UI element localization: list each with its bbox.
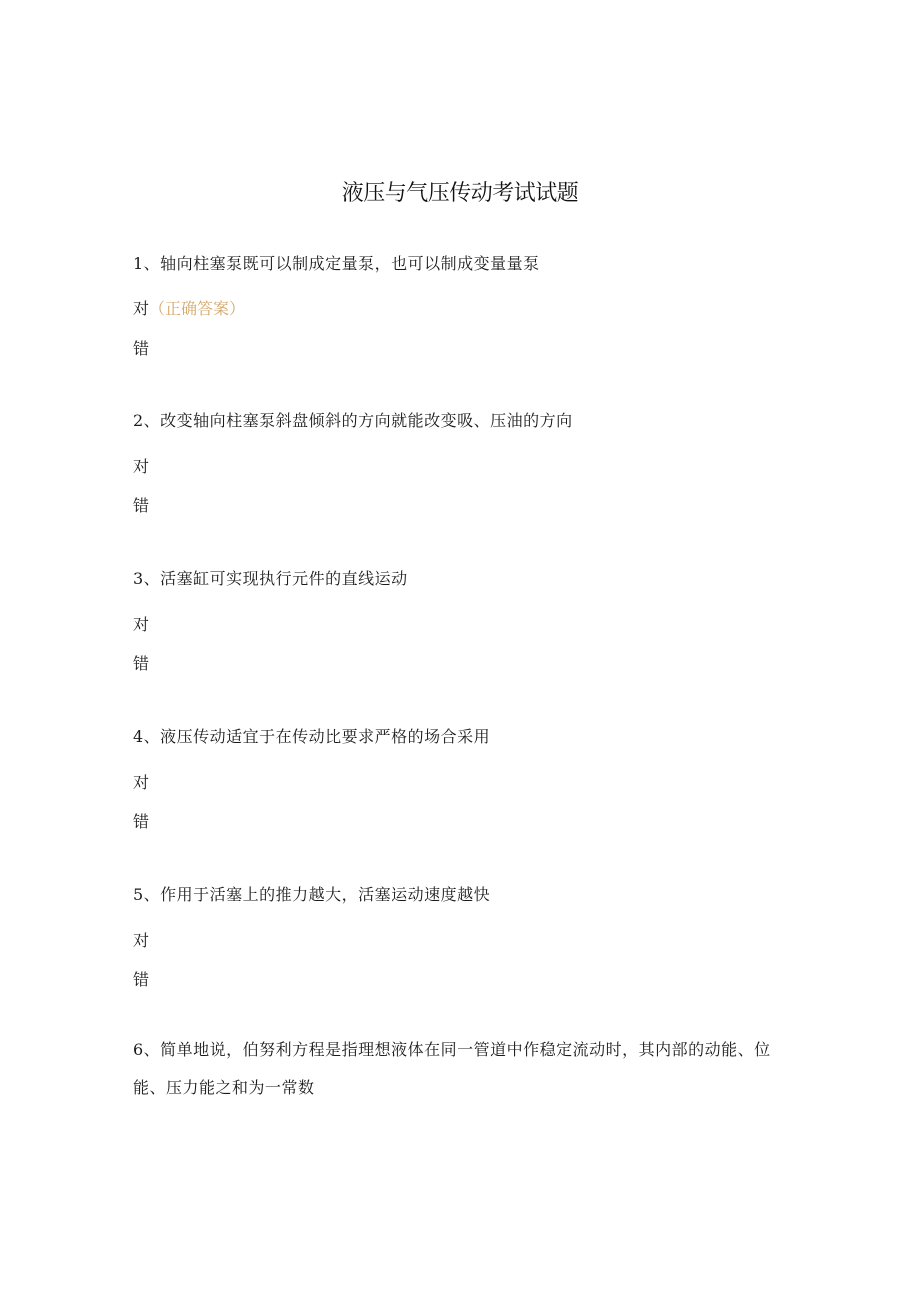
question-text: 3、活塞缸可实现执行元件的直线运动 [133,569,408,588]
option-true[interactable] [133,931,149,951]
option-false[interactable] [133,970,149,990]
option-false[interactable] [133,812,149,832]
option-label: 对 [133,299,150,318]
question-text: 6、简单地说，伯努利方程是指理想液体在同一管道中作稳定流动时，其内部的动能、位能、压力能之和为一常数 [133,1040,771,1097]
option-label: 对 [133,931,150,950]
question-1 [133,245,793,283]
page-title: 液压与气压传动考试试题 [341,181,579,206]
question-text: 5、作用于活塞上的推力越大，活塞运动速度越快 [133,885,491,904]
option-label: 错 [133,812,150,831]
question-4 [133,718,793,756]
question-text: 1、轴向柱塞泵既可以制成定量泵，也可以制成变量量泵 [133,254,540,273]
question-2 [133,402,793,440]
question-text: 2、改变轴向柱塞泵斜盘倾斜的方向就能改变吸、压油的方向 [133,411,573,430]
option-label: 错 [133,654,150,673]
correct-answer-note: （正确答案） [149,299,246,318]
question-text: 4、液压传动适宜于在传动比要求严格的场合采用 [133,727,491,746]
option-false[interactable] [133,339,149,359]
option-false[interactable] [133,496,149,516]
option-label: 对 [133,773,150,792]
option-label: 错 [133,339,150,358]
option-true[interactable] [133,299,245,319]
question-6 [133,1031,793,1107]
option-label: 对 [133,457,150,476]
option-true[interactable] [133,615,149,635]
option-true[interactable] [133,457,149,477]
option-false[interactable] [133,654,149,674]
option-true[interactable] [133,773,149,793]
question-3 [133,560,793,598]
question-5 [133,876,793,914]
option-label: 错 [133,496,150,515]
option-label: 错 [133,970,150,989]
option-label: 对 [133,615,150,634]
